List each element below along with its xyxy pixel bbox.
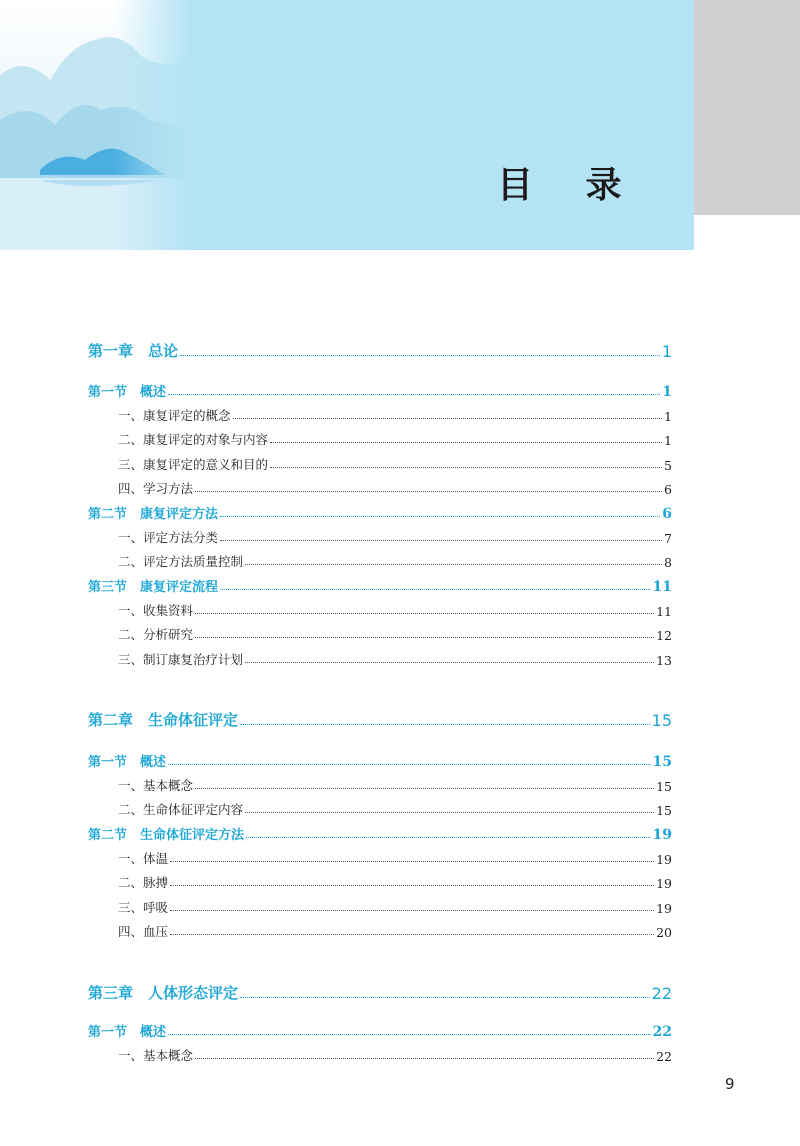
item-page: 1 bbox=[664, 409, 672, 424]
item-title: 一、基本概念 bbox=[118, 1048, 194, 1063]
toc-item[interactable] bbox=[88, 922, 672, 940]
section-page: 6 bbox=[662, 506, 672, 522]
item-title: 四、学习方法 bbox=[118, 481, 194, 496]
item-title: 一、康复评定的概念 bbox=[118, 408, 231, 423]
item-page: 22 bbox=[656, 1049, 672, 1064]
dot-leader bbox=[220, 540, 662, 541]
dot-leader bbox=[245, 662, 654, 663]
section-title: 第三节 康复评定流程 bbox=[88, 580, 219, 595]
toc-item[interactable] bbox=[88, 552, 672, 570]
toc-item[interactable] bbox=[88, 1046, 672, 1064]
dot-leader bbox=[195, 788, 654, 789]
toc-section[interactable] bbox=[88, 576, 672, 595]
item-page: 19 bbox=[656, 901, 672, 916]
section-page: 19 bbox=[652, 827, 672, 843]
toc-chapter-3[interactable] bbox=[88, 982, 672, 1003]
section-title: 第一节 概述 bbox=[88, 385, 167, 400]
section-page: 22 bbox=[652, 1024, 672, 1040]
item-title: 二、康复评定的对象与内容 bbox=[118, 432, 269, 447]
toc-item[interactable] bbox=[88, 800, 672, 818]
toc-item[interactable] bbox=[88, 625, 672, 643]
toc-item[interactable] bbox=[88, 479, 672, 497]
toc-item[interactable] bbox=[88, 650, 672, 668]
toc-section[interactable] bbox=[88, 1021, 672, 1040]
dot-leader bbox=[170, 885, 654, 886]
chapter-title: 第二章 生命体征评定 bbox=[88, 711, 239, 729]
toc-item[interactable] bbox=[88, 528, 672, 546]
corner-gray-block bbox=[694, 0, 800, 215]
dot-leader bbox=[195, 1058, 654, 1059]
item-title: 一、评定方法分类 bbox=[118, 530, 219, 545]
item-page: 15 bbox=[656, 779, 672, 794]
item-page: 19 bbox=[656, 852, 672, 867]
item-page: 7 bbox=[664, 531, 672, 546]
mountain-landscape-image bbox=[0, 0, 190, 250]
dot-leader bbox=[170, 934, 654, 935]
toc-item[interactable] bbox=[88, 430, 672, 448]
toc-section[interactable] bbox=[88, 381, 672, 400]
toc-item[interactable] bbox=[88, 601, 672, 619]
chapter-title: 第一章 总论 bbox=[88, 342, 179, 360]
item-title: 二、分析研究 bbox=[118, 627, 194, 642]
chapter-title: 第三章 人体形态评定 bbox=[88, 984, 239, 1002]
dot-leader bbox=[168, 1034, 651, 1035]
item-title: 二、生命体征评定内容 bbox=[118, 802, 244, 817]
item-page: 13 bbox=[656, 653, 672, 668]
dot-leader bbox=[233, 418, 663, 419]
item-title: 三、制订康复治疗计划 bbox=[118, 652, 244, 667]
item-page: 12 bbox=[656, 628, 672, 643]
toc-section[interactable] bbox=[88, 824, 672, 843]
dot-leader bbox=[170, 910, 654, 911]
toc-chapter-1[interactable] bbox=[88, 340, 672, 361]
dot-leader bbox=[270, 442, 662, 443]
chapter-page: 22 bbox=[651, 984, 672, 1003]
item-page: 5 bbox=[664, 458, 672, 473]
toc-section[interactable] bbox=[88, 751, 672, 770]
dot-leader bbox=[270, 467, 662, 468]
item-title: 二、评定方法质量控制 bbox=[118, 554, 244, 569]
page-number: 9 bbox=[725, 1075, 735, 1093]
dot-leader bbox=[240, 997, 650, 998]
dot-leader bbox=[220, 516, 660, 517]
item-title: 三、呼吸 bbox=[118, 900, 169, 915]
dot-leader bbox=[168, 394, 660, 395]
toc-item[interactable] bbox=[88, 455, 672, 473]
toc-section[interactable] bbox=[88, 503, 672, 522]
chapter-page: 15 bbox=[651, 711, 672, 730]
item-title: 二、脉搏 bbox=[118, 875, 169, 890]
item-title: 一、收集资料 bbox=[118, 603, 194, 618]
chapter-page: 1 bbox=[661, 342, 672, 361]
header-banner bbox=[0, 0, 694, 250]
section-title: 第二节 生命体征评定方法 bbox=[88, 828, 245, 843]
item-title: 一、基本概念 bbox=[118, 778, 194, 793]
item-title: 三、康复评定的意义和目的 bbox=[118, 457, 269, 472]
item-page: 8 bbox=[664, 555, 672, 570]
item-title: 四、血压 bbox=[118, 924, 169, 939]
dot-leader bbox=[180, 355, 660, 356]
dot-leader bbox=[240, 724, 650, 725]
dot-leader bbox=[246, 837, 651, 838]
section-title: 第二节 康复评定方法 bbox=[88, 507, 219, 522]
toc-item[interactable] bbox=[88, 776, 672, 794]
toc-item[interactable] bbox=[88, 873, 672, 891]
item-title: 一、体温 bbox=[118, 851, 169, 866]
dot-leader bbox=[195, 491, 662, 492]
item-page: 6 bbox=[664, 482, 672, 497]
dot-leader bbox=[195, 637, 654, 638]
page-title: 目 录 bbox=[497, 164, 642, 206]
item-page: 1 bbox=[664, 433, 672, 448]
dot-leader bbox=[245, 564, 662, 565]
dot-leader bbox=[195, 613, 654, 614]
item-page: 19 bbox=[656, 876, 672, 891]
toc-chapter-2[interactable] bbox=[88, 709, 672, 730]
item-page: 20 bbox=[656, 925, 672, 940]
dot-leader bbox=[170, 861, 654, 862]
section-title: 第一节 概述 bbox=[88, 755, 167, 770]
section-page: 15 bbox=[652, 754, 672, 770]
toc-item[interactable] bbox=[88, 898, 672, 916]
section-page: 1 bbox=[662, 384, 672, 400]
toc-item[interactable] bbox=[88, 849, 672, 867]
dot-leader bbox=[168, 764, 651, 765]
section-page: 11 bbox=[652, 579, 672, 595]
dot-leader bbox=[245, 812, 654, 813]
item-page: 11 bbox=[656, 604, 672, 619]
item-page: 15 bbox=[656, 803, 672, 818]
toc-item[interactable] bbox=[88, 406, 672, 424]
dot-leader bbox=[220, 589, 651, 590]
section-title: 第一节 概述 bbox=[88, 1025, 167, 1040]
